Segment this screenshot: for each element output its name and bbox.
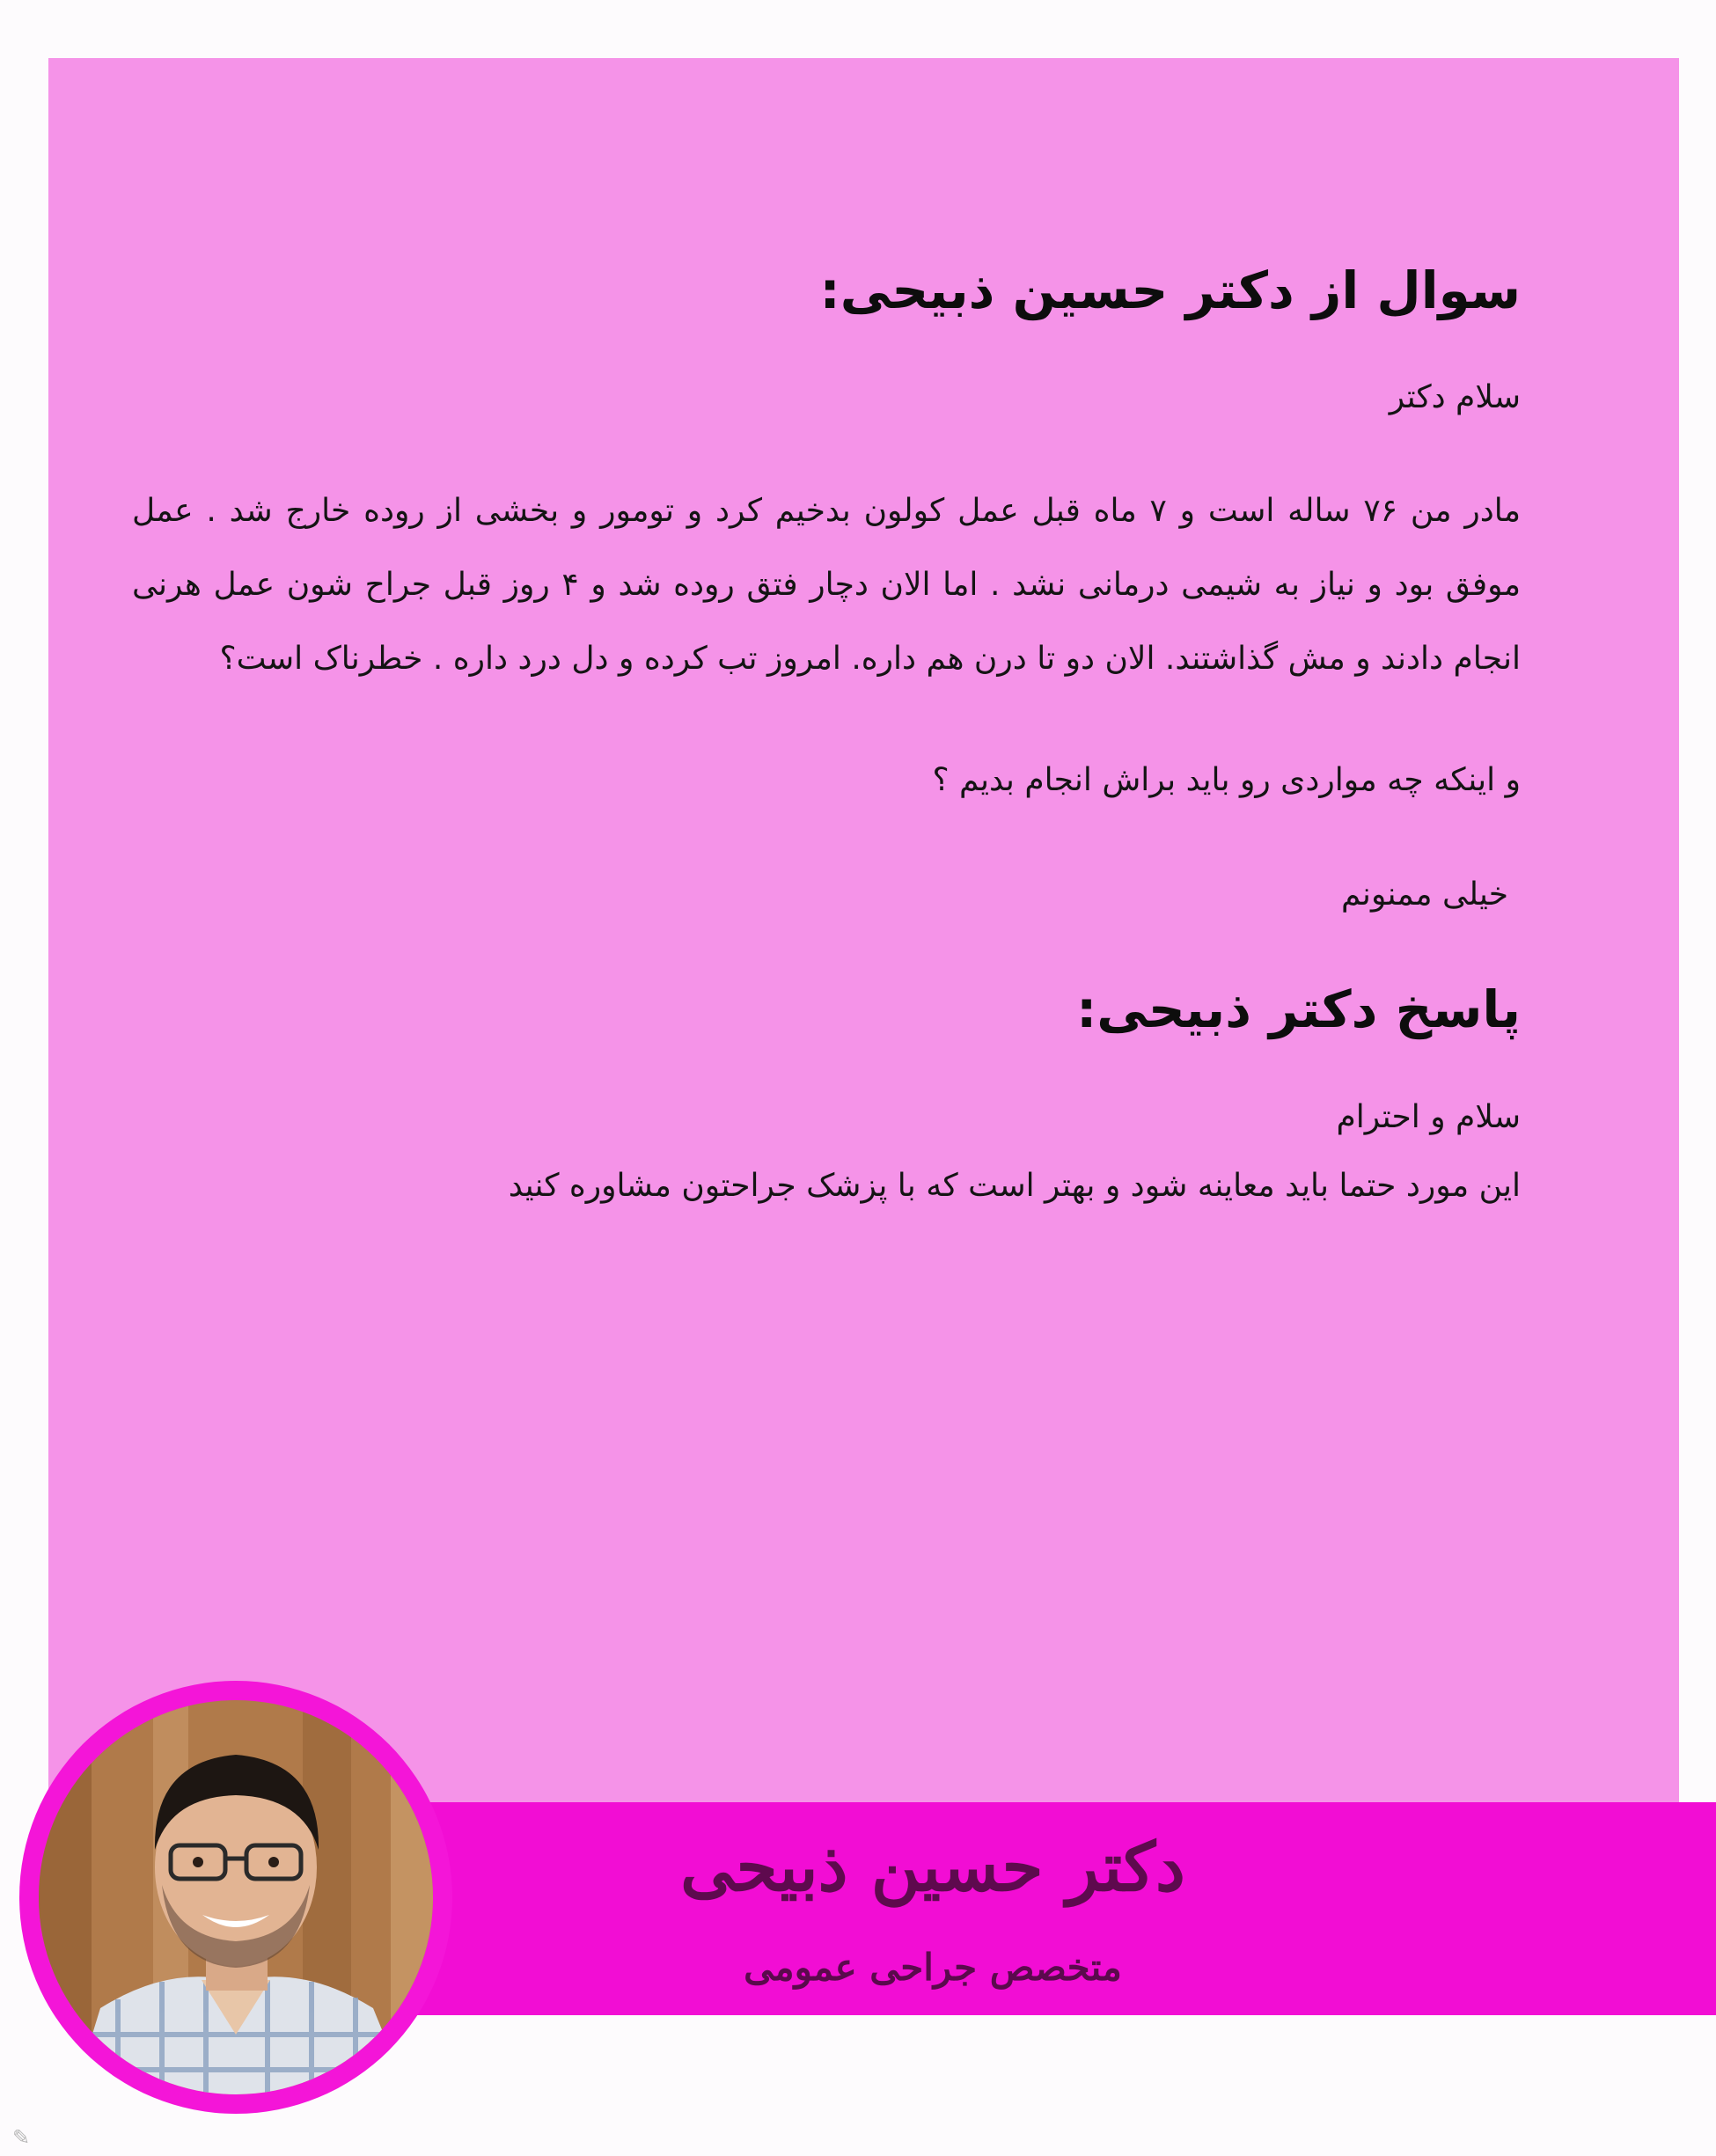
watermark-icon: ✎ [11, 2125, 31, 2150]
question-title: سوال از دکتر حسین ذبیحی: [819, 260, 1521, 320]
answer-greeting: سلام و احترام [1336, 1099, 1521, 1135]
question-greeting: سلام دکتر [1389, 379, 1521, 415]
qa-content [132, 255, 1521, 1221]
doctor-name: دکتر حسین ذبیحی [680, 1828, 1185, 1906]
question-thanks: خیلی ممنونم [1340, 876, 1508, 913]
question-followup: و اینکه چه مواردی رو باید براش انجام بدیم ؟ [932, 762, 1521, 798]
answer-body: این مورد حتما باید معاینه شود و بهتر است که با پزشک جراحتون مشاوره کنید [508, 1168, 1521, 1204]
answer-block [132, 1083, 1521, 1221]
answer-title: پاسخ دکتر ذبیحی: [1076, 979, 1521, 1039]
doctor-specialty: متخصص جراحی عمومی [744, 1946, 1122, 1989]
avatar [19, 1681, 452, 2114]
question-body: مادر من ۷۶ ساله است و ۷ ماه قبل عمل کولون بدخیم کرد و تومور و بخشی از روده خارج شد . عمل موفق بود و نیاز به شیمی درمانی نشد . اما الان دچار فتق روده شد و ۴ روز قبل جراح شون عمل هرنی انجام دادند و مش گذاشتند. الان دو تا درن هم داره. امروز تب کرده و دل درد داره . خطرناک است؟ [132, 493, 1521, 677]
doctor-portrait-icon [39, 1700, 433, 2094]
